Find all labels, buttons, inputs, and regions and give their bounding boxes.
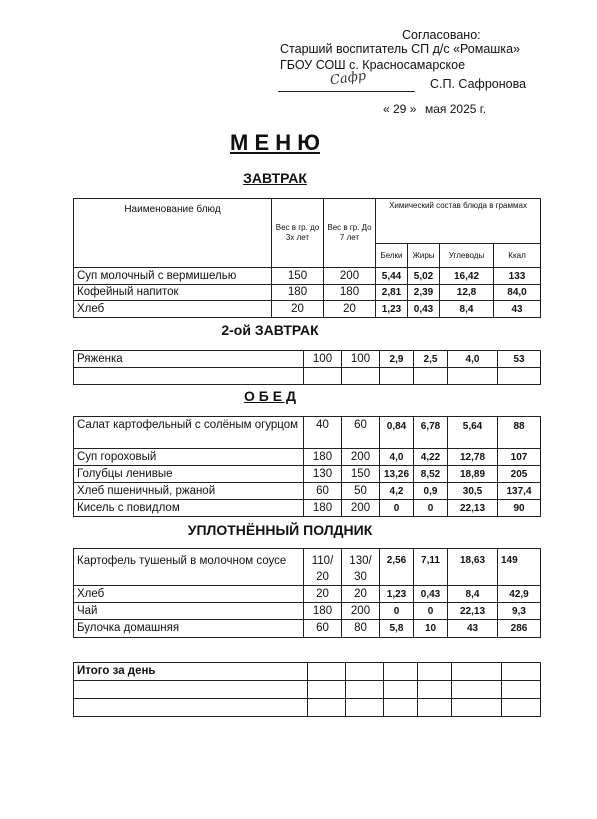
protein: 2,9 [380, 351, 414, 368]
table-row [74, 586, 541, 603]
approval-position: Старший воспитатель СП д/с «Ромашка» [280, 42, 520, 56]
header-weight-7: Вес в гр. До 7 лет [324, 199, 376, 268]
header-carbs: Углеводы [440, 244, 494, 268]
fat: 0,43 [408, 301, 440, 318]
header-chem: Химический состав блюда в граммах [376, 199, 541, 244]
weight-3: 150 [272, 268, 324, 285]
weight-7: 150 [342, 466, 380, 483]
weight-3: 100 [304, 351, 342, 368]
signature: Сафр [329, 68, 368, 89]
approval-date-day: « 29 » [383, 102, 417, 116]
protein: 5,44 [376, 268, 408, 285]
kcal: 88 [498, 417, 541, 449]
fat: 5,02 [408, 268, 440, 285]
table-row [74, 681, 541, 699]
kcal: 137,4 [498, 483, 541, 500]
second-breakfast-table [73, 350, 541, 385]
kcal: 133 [494, 268, 541, 285]
table-row [74, 620, 541, 638]
weight-3: 180 [304, 603, 342, 620]
weight-7: 200 [324, 268, 376, 285]
kcal: 149 [498, 549, 541, 586]
lunch-heading: О Б Е Д [244, 388, 296, 404]
fat: 0,43 [414, 586, 448, 603]
weight-7: 20 [324, 301, 376, 318]
approval-organization: ГБОУ СОШ с. Красносамарское [280, 58, 466, 72]
weight-7: 50 [342, 483, 380, 500]
kcal: 90 [498, 500, 541, 517]
carbs: 43 [448, 620, 498, 638]
weight-7: 80 [342, 620, 380, 638]
weight-7: 200 [342, 603, 380, 620]
table-row [74, 417, 541, 449]
protein: 13,26 [380, 466, 414, 483]
table-row [74, 268, 541, 285]
table-row [74, 500, 541, 517]
protein: 4,0 [380, 449, 414, 466]
weight-3: 130 [304, 466, 342, 483]
header-fat: Жиры [408, 244, 440, 268]
table-row [74, 466, 541, 483]
snack-heading: УПЛОТНЁННЫЙ ПОЛДНИК [187, 522, 373, 538]
kcal: 9,3 [498, 603, 541, 620]
approval-date-rest: мая 2025 г. [425, 102, 487, 116]
dish-name: Чай [74, 603, 304, 620]
fat: 0,9 [414, 483, 448, 500]
protein: 1,23 [376, 301, 408, 318]
fat: 2,5 [414, 351, 448, 368]
weight-7: 20 [342, 586, 380, 603]
weight-7: 180 [324, 285, 376, 301]
menu-title: М Е Н Ю [230, 130, 320, 155]
lunch-table [73, 416, 541, 517]
protein: 1,23 [380, 586, 414, 603]
dish-name: Хлеб [74, 586, 304, 603]
carbs: 8,4 [448, 586, 498, 603]
kcal: 107 [498, 449, 541, 466]
kcal: 286 [498, 620, 541, 638]
dish-name: Суп молочный с вермишелью [74, 268, 272, 285]
fat: 2,39 [408, 285, 440, 301]
carbs: 18,89 [448, 466, 498, 483]
fat: 4,22 [414, 449, 448, 466]
protein: 0 [380, 500, 414, 517]
header-kcal: Ккал [494, 244, 541, 268]
kcal: 84,0 [494, 285, 541, 301]
kcal: 43 [494, 301, 541, 318]
dish-name: Картофель тушеный в молочном соусе [74, 549, 304, 586]
carbs: 18,63 [448, 549, 498, 586]
table-row [74, 301, 541, 318]
protein: 2,81 [376, 285, 408, 301]
breakfast-heading: ЗАВТРАК [243, 170, 307, 186]
table-row [74, 663, 541, 681]
weight-3: 180 [304, 449, 342, 466]
protein: 2,56 [380, 549, 414, 586]
weight-7: 60 [342, 417, 380, 449]
fat: 7,11 [414, 549, 448, 586]
weight-7: 200 [342, 500, 380, 517]
kcal: 42,9 [498, 586, 541, 603]
weight-7: 130/ 30 [342, 549, 380, 586]
table-row [74, 699, 541, 717]
kcal: 53 [498, 351, 541, 368]
header-dish-name: Наименование блюд [74, 199, 272, 268]
dish-name: Хлеб [74, 301, 272, 318]
carbs: 8,4 [440, 301, 494, 318]
dish-name: Хлеб пшеничный, ржаной [74, 483, 304, 500]
table-row [74, 483, 541, 500]
carbs: 12,78 [448, 449, 498, 466]
table-row [74, 351, 541, 368]
protein: 5,8 [380, 620, 414, 638]
carbs: 5,64 [448, 417, 498, 449]
total-label: Итого за день [74, 663, 308, 681]
weight-3: 180 [304, 500, 342, 517]
weight-3: 60 [304, 483, 342, 500]
approval-label: Согласовано: [402, 28, 481, 42]
protein: 0 [380, 603, 414, 620]
weight-3: 180 [272, 285, 324, 301]
fat: 6,78 [414, 417, 448, 449]
second-breakfast-heading: 2-ой ЗАВТРАК [221, 322, 319, 338]
dish-name: Салат картофельный с солёным огурцом [74, 417, 304, 449]
approval-signer: С.П. Сафронова [430, 77, 527, 91]
protein: 0,84 [380, 417, 414, 449]
header-weight-3: Вес в гр. до 3х лет [272, 199, 324, 268]
weight-3: 40 [304, 417, 342, 449]
kcal: 205 [498, 466, 541, 483]
dish-name: Булочка домашняя [74, 620, 304, 638]
fat: 10 [414, 620, 448, 638]
weight-3: 20 [304, 586, 342, 603]
weight-7: 200 [342, 449, 380, 466]
carbs: 16,42 [440, 268, 494, 285]
carbs: 12,8 [440, 285, 494, 301]
header-protein: Белки [376, 244, 408, 268]
table-row [74, 549, 541, 586]
table-row [74, 368, 541, 385]
table-row [74, 449, 541, 466]
dish-name: Ряженка [74, 351, 304, 368]
protein: 4,2 [380, 483, 414, 500]
dish-name: Кисель с повидлом [74, 500, 304, 517]
table-row [74, 285, 541, 301]
dish-name: Кофейный напиток [74, 285, 272, 301]
table-row [74, 603, 541, 620]
dish-name: Голубцы ленивые [74, 466, 304, 483]
dish-name: Суп гороховый [74, 449, 304, 466]
carbs: 22,13 [448, 603, 498, 620]
snack-table [73, 548, 541, 638]
signature-line [278, 91, 415, 92]
carbs: 4,0 [448, 351, 498, 368]
fat: 0 [414, 500, 448, 517]
fat: 8,52 [414, 466, 448, 483]
weight-3: 20 [272, 301, 324, 318]
weight-3: 60 [304, 620, 342, 638]
carbs: 30,5 [448, 483, 498, 500]
breakfast-table [73, 198, 541, 318]
total-table [73, 662, 541, 717]
weight-3: 110/ 20 [304, 549, 342, 586]
fat: 0 [414, 603, 448, 620]
weight-7: 100 [342, 351, 380, 368]
carbs: 22,13 [448, 500, 498, 517]
